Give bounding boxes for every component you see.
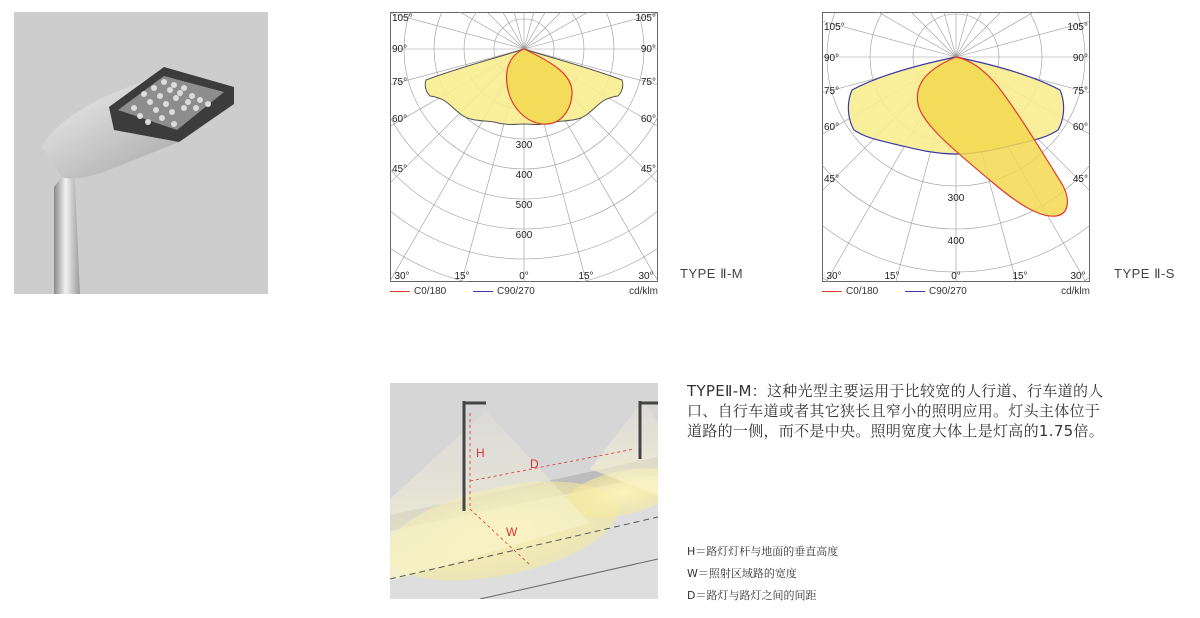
c0-legend-line	[390, 291, 410, 292]
legend-c0: C0/180	[414, 286, 447, 297]
road-h-label: H	[476, 446, 485, 460]
angle-label-right: 105°	[1067, 22, 1088, 33]
angle-label-right: 45°	[640, 164, 656, 175]
angle-label-right: 60°	[640, 114, 656, 125]
type-label-ii-s: TYPE Ⅱ-S	[1114, 266, 1175, 281]
angle-label-bottom: 30°	[1070, 271, 1086, 282]
angle-label-right: 105°	[635, 13, 656, 24]
angle-label-bottom: 15°	[1012, 271, 1028, 282]
angle-label-left: 90°	[824, 53, 840, 64]
angle-label-left: 90°	[392, 44, 408, 55]
road-w-label: W	[506, 525, 518, 539]
polar-diagram-type-ii-s	[822, 12, 1090, 282]
legend-c0: C0/180	[846, 286, 879, 297]
c0-legend-line	[822, 291, 842, 292]
angle-label-bottom: 30°	[638, 271, 654, 282]
angle-label-bottom: 15°	[884, 271, 900, 282]
angle-label-right: 75°	[1072, 86, 1088, 97]
angle-label-bottom: 30°	[394, 271, 410, 282]
radial-value-label: 300	[515, 140, 533, 151]
c90-legend-line	[905, 291, 925, 292]
type-label-ii-m: TYPE Ⅱ-M	[680, 266, 744, 281]
angle-label-bottom: 15°	[454, 271, 470, 282]
angle-label-right: 60°	[1072, 122, 1088, 133]
legend-type-ii-s	[822, 286, 1090, 297]
radial-value-label: 400	[947, 236, 965, 247]
radial-value-label: 300	[947, 193, 965, 204]
definition-h: H＝路灯灯杆与地面的垂直高度	[687, 545, 839, 558]
angle-label-left: 105°	[392, 13, 413, 24]
road-d-label: D	[530, 457, 539, 471]
angle-label-bottom: 0°	[951, 271, 961, 282]
definition-w: W＝照射区域路的宽度	[687, 567, 797, 580]
angle-label-left: 75°	[392, 77, 408, 88]
angle-label-left: 105°	[824, 22, 845, 33]
legend-unit: cd/klm	[1061, 286, 1090, 297]
radial-value-label: 500	[515, 200, 533, 211]
radial-value-label: 600	[515, 230, 533, 241]
radial-value-label: 400	[515, 170, 533, 181]
legend-c90: C90/270	[929, 286, 967, 297]
definition-d: D＝路灯与路灯之间的间距	[687, 589, 817, 602]
angle-label-left: 75°	[824, 86, 840, 97]
c90-legend-line	[473, 291, 493, 292]
angle-label-bottom: 0°	[519, 271, 529, 282]
polar-diagram-type-ii-m	[390, 12, 658, 282]
angle-label-left: 60°	[824, 122, 840, 133]
angle-label-right: 90°	[1072, 53, 1088, 64]
type-ii-m-description: TYPEⅡ-M：这种光型主要运用于比较宽的人行道、行车道的人口、自行车道或者其它狭长且窄小的照明应用。灯头主体位于道路的一侧，而不是中央。照明宽度大体上是灯高的1.75倍。	[687, 382, 1105, 440]
angle-label-right: 90°	[640, 44, 656, 55]
angle-label-right: 75°	[640, 77, 656, 88]
angle-label-left: 45°	[824, 174, 840, 185]
angle-label-bottom: 30°	[826, 271, 842, 282]
legend-type-ii-m	[390, 286, 658, 297]
angle-label-left: 60°	[392, 114, 408, 125]
angle-label-left: 45°	[392, 164, 408, 175]
product-photo	[14, 12, 268, 294]
road-illustration	[390, 383, 658, 599]
legend-c90: C90/270	[497, 286, 535, 297]
angle-label-bottom: 15°	[578, 271, 594, 282]
angle-label-right: 45°	[1072, 174, 1088, 185]
legend-unit: cd/klm	[629, 286, 658, 297]
